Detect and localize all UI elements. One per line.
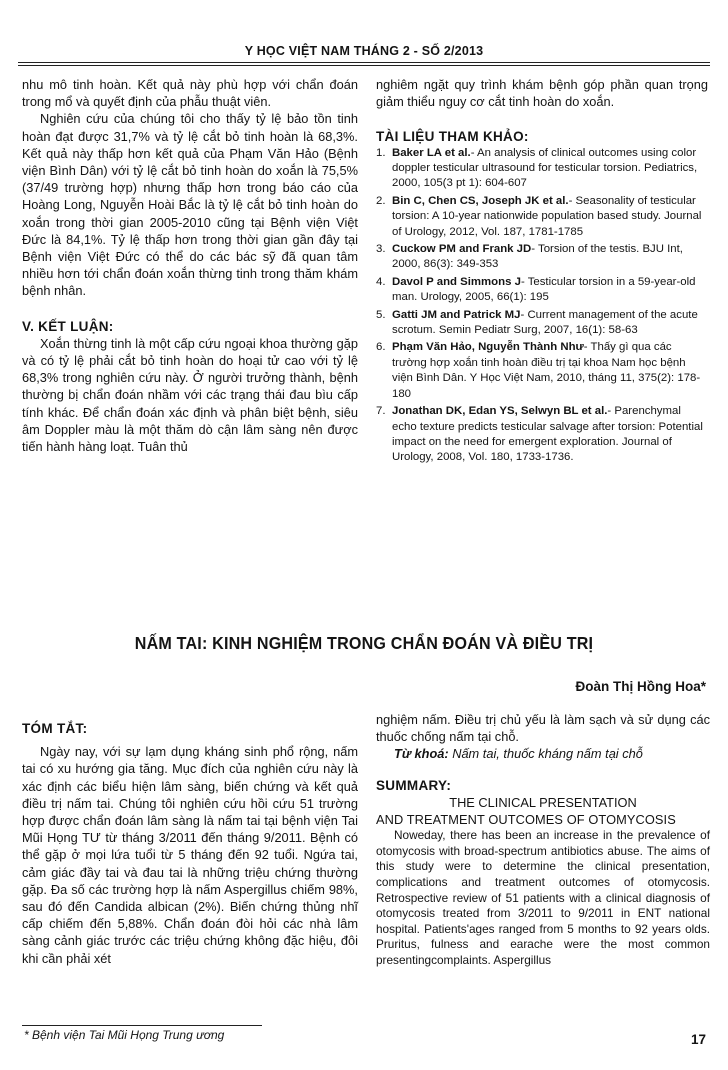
conclusion-heading: V. KẾT LUẬN:	[22, 318, 114, 334]
reference-details: - Seasonality of testicular torsion: A 10-year nationwide population based study. Journal of Urology, 2012, Vol. 187, 1781-1785	[392, 194, 702, 238]
reference-item	[376, 340, 708, 402]
summary-text: Noweday, there has been an increase in the prevalence of otomycosis with broad-spectrum antibiotics abuse. The aims of this study were to determine the clinical presentation, complications and treatment outcomes of otomycosis. Retrospective review of 51 patients with a clinical diagnosis of otomycosis treated from 3/2011 to 9/2011 in ENT national hospital. Patients'ages ranged from 5 months to 92 years olds. Pruritus, fulness and earache were the most common presentingcomplaints. Aspergillus	[376, 828, 710, 967]
article-author: Đoàn Thị Hồng Hoa*	[575, 679, 706, 694]
reference-details: - Torsion of the testis. BJU Int, 2000, 86(3): 349-353	[392, 243, 683, 271]
reference-number: 7.	[376, 405, 386, 418]
reference-authors: Baker LA et al.	[392, 146, 471, 159]
abstract-text: Ngày nay, với sự lạm dụng kháng sinh phổ rộng, nấm tai có xu hướng gia tăng. Mục đích của nghiên cứu này là xác định các biểu hiện lâm sàng, biến chứng và kết quả điều trị nấm tai. Chúng tôi nghiên cứu hồi cứu 51 trường hợp được chẩn đoán lâm sàng là nấm tai tại bệnh viện Tai Mũi Họng TƯ từ tháng 3/2011 đến tháng 9/2011. Bệnh có thể gặp ở mọi lứa tuổi từ 5 tháng đến 92 tuổi. Ngứa tai, cảm giác đầy tai và đau tai là những triệu chứng thường gặp. Đa số các trường hợp là nấm Aspergillus chiếm 98%, sau đó đến Candida albican (2%). Biến chứng thủng nhĩ cấp chiếm đến 5,88%. Chẩn đoán đòi hỏi các nhà lâm sàng cảnh giác trước các triệu chứng không đặc hiệu, đôi khi cần phải xét	[22, 744, 358, 966]
references-heading: TÀI LIỆU THAM KHẢO:	[376, 129, 529, 145]
summary-title-line-2: AND TREATMENT OUTCOMES OF OTOMYCOSIS	[376, 812, 676, 828]
summary-title-line-1: THE CLINICAL PRESENTATION	[449, 794, 637, 810]
reference-number: 1.	[376, 146, 386, 159]
keywords-value: Nấm tai, thuốc kháng nấm tại chỗ	[452, 746, 643, 762]
article-title: NẤM TAI: KINH NGHIỆM TRONG CHẨN ĐOÁN VÀ ĐIỀU TRỊ	[134, 633, 594, 653]
left-paragraph-1: nhu mô tinh hoàn. Kết quả này phù hợp với chẩn đoán trong mổ và quyết định của phẫu thuật viên.	[22, 77, 358, 110]
conclusion-paragraph: Xoắn thừng tinh là một cấp cứu ngoại khoa thường gặp và có tỷ lệ phải cắt bỏ tinh hoàn do hoại tử cao với tỷ lệ 68,3% trong nghiên cứu này. Ở người trưởng thành, bệnh thường bị chẩn đoán nhầm với các trạng thái đau bìu cấp tính khác. Để chẩn đoán xác định và phân biệt bệnh, siêu âm Doppler màu là một thăm dò cận lâm sàng nên được tiến hành hàng loạt. Tuân thủ	[22, 335, 358, 455]
reference-authors: Jonathan DK, Edan YS, Selwyn BL et al.	[392, 405, 608, 418]
reference-details: - Parenchymal echo texture predicts testicular salvage after torsion: Potential impact on the need for emergent exploration. Journal of Urology, 2008, Vol. 180, 1733-1736.	[392, 405, 703, 464]
keywords-label: Từ khoá:	[394, 746, 449, 762]
keywords-line	[376, 745, 710, 762]
reference-number: 6.	[376, 341, 386, 354]
footnote-rule	[22, 1025, 262, 1026]
reference-details: - Testicular torsion in a 59-year-old man. Urology, 2005, 66(1): 195	[392, 275, 696, 304]
reference-number: 3.	[376, 243, 386, 256]
footnote: * Bệnh viện Tai Mũi Họng Trung ương	[24, 1028, 225, 1042]
reference-number: 4.	[376, 275, 386, 288]
reference-authors: Cuckow PM and Frank JD	[392, 243, 532, 256]
reference-item	[376, 146, 708, 192]
reference-authors: Gatti JM and Patrick MJ	[392, 308, 521, 321]
reference-authors: Davol P and Simmons J	[392, 275, 521, 288]
summary-heading: SUMMARY:	[376, 777, 452, 793]
running-header: Y HỌC VIỆT NAM THÁNG 2 - SỐ 2/2013	[244, 44, 484, 58]
reference-number: 2.	[376, 194, 386, 207]
header-rule-bottom	[18, 65, 710, 66]
abstract-continued: nghiệm nấm. Điều trị chủ yếu là làm sạch và sử dụng các thuốc chống nấm tại chỗ.	[376, 712, 710, 745]
reference-details: - Current management of the acute scrotum. Semin Pediatr Surg, 2007, 16(1): 58-63	[392, 308, 698, 337]
left-column-bottom	[22, 720, 358, 967]
right-column-top	[376, 76, 708, 468]
reference-item	[376, 404, 708, 466]
abstract-heading: TÓM TẮT:	[22, 721, 88, 736]
reference-item	[376, 275, 708, 306]
reference-item	[376, 308, 708, 339]
reference-details: - Thấy gì qua các trường hợp xoắn tinh hoàn điều trị tại khoa Nam học bệnh viện Bình Dân. Y Học Việt Nam, 2010, tháng 11, 375(2): 178-180	[392, 341, 701, 400]
left-column-top	[22, 76, 358, 455]
reference-number: 5.	[376, 308, 386, 321]
right-column-bottom	[376, 711, 710, 969]
reference-authors: Phạm Văn Hảo, Nguyễn Thành Như	[392, 341, 584, 354]
reference-authors: Bin C, Chen CS, Joseph JK et al.	[392, 194, 569, 207]
references-list	[376, 146, 708, 466]
right-paragraph-1: nghiêm ngặt quy trình khám bệnh góp phần quan trọng giảm thiểu nguy cơ cắt tinh hoàn do xoắn.	[376, 77, 708, 110]
reference-details: - An analysis of clinical outcomes using color doppler testicular ultrasound for testicular torsion. Pediatrics, 2000, 105(3 pt 1): 604-607	[392, 146, 698, 190]
left-paragraph-2: Nghiên cứu của chúng tôi cho thấy tỷ lệ bảo tồn tinh hoàn đạt được 31,7% và tỷ lệ cắt bỏ tinh hoàn là 68,3%. Kết quả này thấp hơn kết quả của Phạm Văn Hảo (Bệnh viện Bình Dân) với tỷ lệ cắt bỏ tinh hoàn do xoắn là 75,5% (37/49 trường hợp) nhưng thấp hơn trong báo cáo của Hoàng Long, Nguyễn Hoài Bắc là tỷ lệ cắt bỏ tinh hoàn do xoắn trong thời gian 2005-2010 cũng tại Bệnh viện Việt Đức là 84,1%. Tỷ lệ thấp hơn trong thời gian gần đây tại Bệnh viện Việt Đức có thể do các bác sỹ đã quan tâm nhiều hơn tới chẩn đoán xoắn thừng tinh trong thăm khám bệnh nhân.	[22, 111, 358, 299]
reference-item	[376, 242, 708, 273]
page-number: 17	[690, 1032, 706, 1047]
header-rule-top	[18, 62, 710, 63]
reference-item	[376, 194, 708, 240]
